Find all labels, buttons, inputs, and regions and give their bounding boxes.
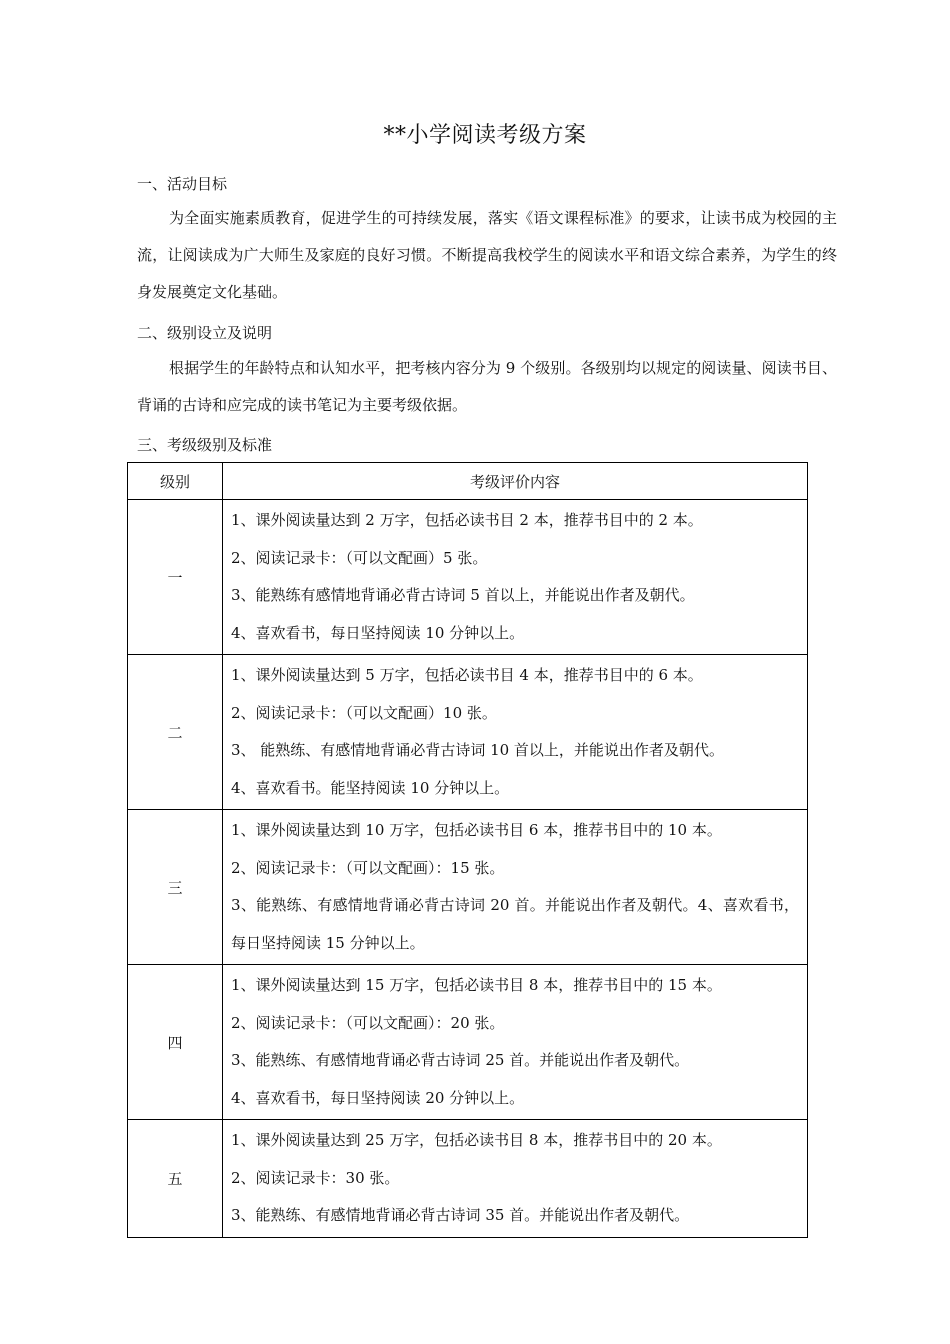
section-text-goals: 为全面实施素质教育，促进学生的可持续发展，落实《语文课程标准》的要求，让读书成为校园的主流，让阅读成为广大师生及家庭的良好习惯。不断提高我校学生的阅读水平和语文综合素养，为学生的终身发展奠定文化基础。 bbox=[137, 209, 837, 301]
criteria-item: 3、能熟练、有感情地背诵必背古诗词 25 首。并能说出作者及朝代。 bbox=[231, 1051, 690, 1069]
section-text-levels: 根据学生的年龄特点和认知水平，把考核内容分为 9 个级别。各级别均以规定的阅读量、阅读书目、背诵的古诗和应完成的读书笔记为主要考级依据。 bbox=[137, 359, 837, 414]
criteria-item: 3、能熟练、有感情地背诵必背古诗词 20 首。并能说出作者及朝代。4、喜欢看书，每日坚持阅读 15 分钟以上。 bbox=[231, 896, 799, 952]
level-cell: 三 bbox=[128, 810, 223, 965]
criteria-item: 3、 能熟练、有感情地背诵必背古诗词 10 首以上，并能说出作者及朝代。 bbox=[231, 741, 724, 759]
table-row bbox=[128, 500, 808, 655]
content-cell bbox=[223, 965, 808, 1120]
criteria-item: 2、阅读记录卡：（可以文配画）5 张。 bbox=[231, 548, 488, 567]
criteria-item: 4、喜欢看书。能坚持阅读 10 分钟以上。 bbox=[231, 778, 510, 797]
grading-table bbox=[127, 462, 808, 1238]
criteria-item: 1、课外阅读量达到 15 万字，包括必读书目 8 本，推荐书目中的 15 本。 bbox=[231, 976, 722, 994]
criteria-item: 2、阅读记录卡：（可以文配画）10 张。 bbox=[231, 703, 497, 722]
content-cell bbox=[223, 810, 808, 965]
content-cell bbox=[223, 1120, 808, 1238]
section-heading-levels: 二、级别设立及说明 bbox=[137, 324, 273, 342]
criteria-item: 3、能熟练有感情地背诵必背古诗词 5 首以上，并能说出作者及朝代。 bbox=[231, 586, 695, 604]
criteria-item: 1、课外阅读量达到 25 万字，包括必读书目 8 本，推荐书目中的 20 本。 bbox=[231, 1131, 722, 1149]
criteria-item: 2、阅读记录卡：（可以文配画）：20 张。 bbox=[231, 1013, 505, 1032]
criteria-item: 1、课外阅读量达到 5 万字，包括必读书目 4 本，推荐书目中的 6 本。 bbox=[231, 666, 703, 684]
table-row bbox=[128, 965, 808, 1120]
table-row bbox=[128, 810, 808, 965]
criteria-item: 1、课外阅读量达到 10 万字，包括必读书目 6 本，推荐书目中的 10 本。 bbox=[231, 821, 722, 839]
document-title: **小学阅读考级方案 bbox=[383, 123, 587, 148]
section-heading-standards: 三、考级级别及标准 bbox=[137, 436, 273, 454]
criteria-item: 2、阅读记录卡：（可以文配画）：15 张。 bbox=[231, 858, 505, 877]
section-heading-goals: 一、活动目标 bbox=[137, 175, 228, 193]
header-level: 级别 bbox=[128, 463, 223, 500]
level-cell: 四 bbox=[128, 965, 223, 1120]
criteria-item: 4、喜欢看书，每日坚持阅读 20 分钟以上。 bbox=[231, 1088, 525, 1107]
criteria-item: 3、能熟练、有感情地背诵必背古诗词 35 首。并能说出作者及朝代。 bbox=[231, 1206, 690, 1224]
criteria-item: 4、喜欢看书，每日坚持阅读 10 分钟以上。 bbox=[231, 623, 525, 642]
level-cell: 一 bbox=[128, 500, 223, 655]
table-row bbox=[128, 655, 808, 810]
level-cell: 二 bbox=[128, 655, 223, 810]
content-cell bbox=[223, 500, 808, 655]
header-content: 考级评价内容 bbox=[223, 463, 808, 500]
criteria-item: 1、课外阅读量达到 2 万字，包括必读书目 2 本，推荐书目中的 2 本。 bbox=[231, 511, 703, 529]
level-cell: 五 bbox=[128, 1120, 223, 1238]
content-cell bbox=[223, 655, 808, 810]
table-header-row bbox=[128, 463, 808, 500]
table-row bbox=[128, 1120, 808, 1238]
criteria-item: 2、阅读记录卡：30 张。 bbox=[231, 1168, 400, 1187]
